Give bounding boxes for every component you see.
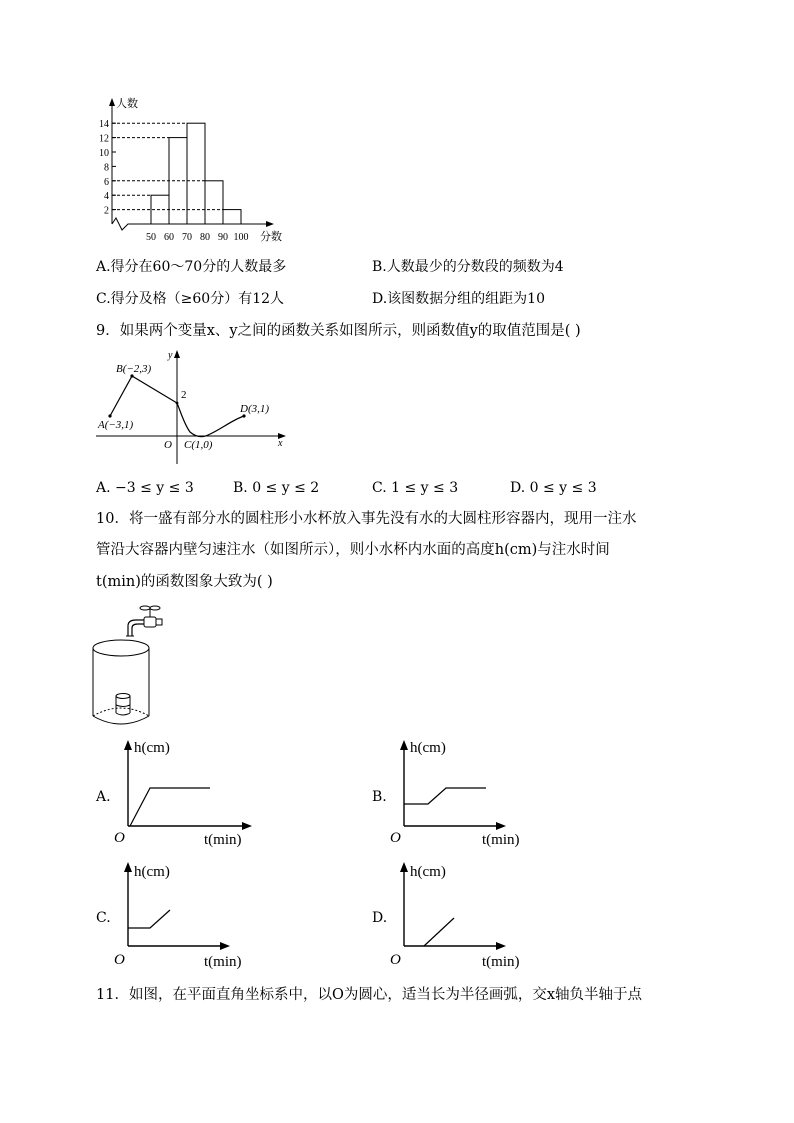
faucet-icon (126, 606, 162, 636)
q8-option-d[interactable]: D.该图数据分组的组距为10 (372, 291, 545, 307)
graph-d-line (424, 918, 454, 946)
q10-line-3: t(min)的函数图象大致为( ) (96, 574, 273, 590)
q9-point-2 (176, 402, 179, 405)
graph-b-label[interactable]: B. (372, 789, 387, 805)
hist-y-label: 人数 (116, 98, 138, 110)
hist-x-tick-label: 70 (182, 232, 192, 243)
hist-x-tick-label: 50 (146, 232, 156, 243)
graph-b-line (404, 788, 486, 804)
hist-y-tick-label: 6 (104, 176, 109, 188)
q9-label-y: y (168, 350, 173, 361)
q10-line-2: 管沿大容器内壁匀速注水（如图所示），则小水杯内水面的高度h(cm)与注水时间 (96, 542, 610, 558)
graph-a-t: t(min) (204, 832, 242, 848)
histogram-chart (96, 92, 296, 252)
hist-x-tick-label: 80 (200, 232, 210, 243)
small-cup (116, 694, 130, 716)
hist-x-tick-label: 90 (218, 232, 228, 243)
graph-d[interactable] (384, 856, 544, 974)
q9-label-2: 2 (181, 389, 187, 401)
q9-option-c[interactable]: C. 1 ≤ y ≤ 3 (372, 480, 459, 496)
hist-y-tick-label: 8 (104, 162, 109, 174)
graph-d-h: h(cm) (410, 864, 446, 880)
graph-d-label[interactable]: D. (372, 910, 388, 926)
hist-y-arrow (109, 98, 115, 106)
graph-c-h: h(cm) (134, 864, 170, 880)
q9-label-x: x (278, 438, 283, 449)
graph-a-label[interactable]: A. (96, 789, 111, 805)
hist-y-tick-label: 14 (99, 119, 109, 131)
hist-x-tick-label: 100 (233, 232, 249, 243)
q8-option-c[interactable]: C.得分及格（≥60分）有12人 (96, 291, 285, 307)
hist-x-label: 分数 (260, 231, 282, 243)
q9-option-d[interactable]: D. 0 ≤ y ≤ 3 (510, 480, 597, 496)
graph-c-label[interactable]: C. (96, 910, 111, 926)
graph-c-line (128, 910, 170, 928)
q9-label-o: O (164, 439, 172, 451)
q9-option-b[interactable]: B. 0 ≤ y ≤ 2 (233, 480, 320, 496)
hist-bar (205, 181, 223, 224)
graph-c-t: t(min) (204, 954, 242, 970)
hist-x-arrow (266, 221, 274, 227)
q9-option-a[interactable]: A. −3 ≤ y ≤ 3 (96, 480, 194, 496)
q9-stem: 9．如果两个变量x、y之间的函数关系如图所示，则函数值y的取值范围是( ) (96, 323, 581, 339)
graph-a-o: O (114, 830, 125, 846)
faucet-container-illustration (90, 602, 170, 726)
graph-d-t: t(min) (482, 954, 520, 970)
hist-bar (187, 123, 205, 224)
q11-line-1: 11．如图，在平面直角坐标系中，以O为圆心，适当长为半径画弧，交x轴负半轴于点 (96, 987, 643, 1003)
hist-bar (223, 210, 241, 224)
q9-y-arrow (174, 350, 180, 358)
q10-line-1: 10．将一盛有部分水的圆柱形小水杯放入事先没有水的大圆柱形容器内，现用一注水 (96, 511, 637, 527)
graph-c[interactable] (108, 856, 268, 974)
q8-option-b[interactable]: B.人数最少的分数段的频数为4 (372, 259, 564, 275)
hist-y-tick-label: 12 (99, 133, 109, 145)
large-cylinder (93, 640, 149, 724)
hist-y-tick-label: 2 (104, 205, 109, 217)
q9-label-c: C(1,0) (184, 439, 213, 451)
q9-label-b: B(−2,3) (116, 363, 152, 375)
q9-label-d: D(3,1) (240, 403, 270, 415)
hist-y-tick-label: 10 (99, 148, 109, 159)
graph-b-h: h(cm) (410, 740, 446, 756)
graph-b[interactable] (384, 734, 544, 852)
graph-b-t: t(min) (482, 832, 520, 848)
graph-a[interactable] (108, 734, 268, 852)
graph-a-h: h(cm) (134, 740, 170, 756)
hist-x-tick-label: 60 (164, 232, 174, 243)
q9-graph (92, 346, 292, 470)
q9-label-a: A(−3,1) (98, 419, 134, 431)
graph-d-o: O (390, 952, 401, 968)
graph-b-o: O (390, 830, 401, 846)
q8-option-a[interactable]: A.得分在60～70分的人数最多 (96, 259, 287, 275)
graph-a-line (130, 788, 210, 826)
q9-point-a (108, 414, 111, 417)
graph-c-o: O (114, 952, 125, 968)
hist-y-tick-label: 4 (104, 191, 109, 203)
